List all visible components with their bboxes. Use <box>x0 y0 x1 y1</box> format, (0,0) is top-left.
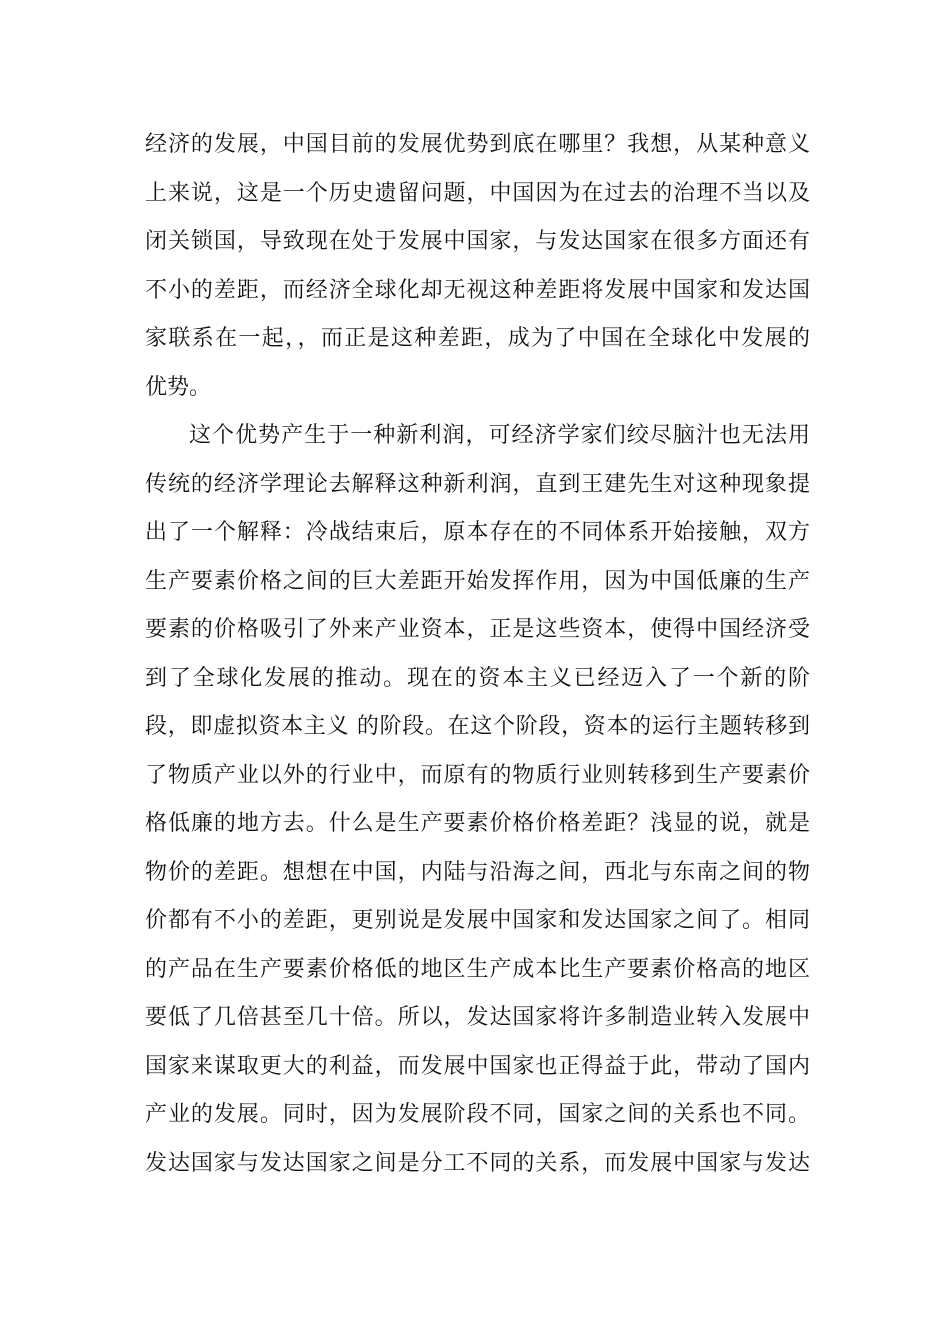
text-line: 要低了几倍甚至几十倍。所以，发达国家将许多制造业转入发展中 <box>145 1005 810 1030</box>
text-line: 到了全球化发展的推动。现在的资本主义已经迈入了一个新的阶 <box>145 665 810 691</box>
text-line: 家联系在一起，，而正是这种差距，成为了中国在全球化中发展的 <box>145 326 810 351</box>
text-line: 发达国家与发达国家之间是分工不同的关系，而发展中国家与发达 <box>145 1150 810 1176</box>
text-line: 传统的经济学理论去解释这种新利润，直到王建先生对这种现象提 <box>145 471 810 497</box>
text-line: 价都有不小的差距，更别说是发展中国家和发达国家之间了。相同 <box>145 908 810 933</box>
text-line: 上来说，这是一个历史遗留问题，中国因为在过去的治理不当以及 <box>145 180 810 206</box>
paragraph-2 <box>145 423 810 1177</box>
text-line: 了物质产业以外的行业中，而原有的物质行业则转移到生产要素价 <box>145 762 810 788</box>
text-line: 要素的价格吸引了外来产业资本，正是这些资本，使得中国经济受 <box>145 617 810 642</box>
text-line: 经济的发展，中国目前的发展优势到底在哪里？我想，从某种意义 <box>145 132 810 157</box>
text-line: 不小的差距，而经济全球化却无视这种差距将发展中国家和发达国 <box>145 277 810 303</box>
text-line: 的产品在生产要素价格低的地区生产成本比生产要素价格高的地区 <box>145 956 810 982</box>
document-body <box>145 132 810 1199</box>
text-line: 格低廉的地方去。什么是生产要素价格价格差距？浅显的说，就是 <box>145 811 810 836</box>
text-line: 段，即虚拟资本主义 的阶段。在这个阶段，资本的运行主题转移到 <box>145 714 810 739</box>
text-line: 生产要素价格之间的巨大差距开始发挥作用，因为中国低廉的生产 <box>145 568 810 594</box>
text-line: 出了一个解释：冷战结束后，原本存在的不同体系开始接触，双方 <box>145 520 810 545</box>
text-line: 这个优势产生于一种新利润，可经济学家们绞尽脑汁也无法用 <box>189 423 810 448</box>
paragraph-1 <box>145 132 810 401</box>
text-line: 产业的发展。同时，因为发展阶段不同，国家之间的关系也不同。 <box>145 1102 810 1127</box>
text-line: 优势。 <box>145 374 212 400</box>
text-line: 国家来谋取更大的利益，而发展中国家也正得益于此，带动了国内 <box>145 1053 810 1079</box>
text-line: 闭关锁国，导致现在处于发展中国家，与发达国家在很多方面还有 <box>145 229 810 254</box>
text-line: 物价的差距。想想在中国，内陆与沿海之间，西北与东南之间的物 <box>145 859 810 885</box>
